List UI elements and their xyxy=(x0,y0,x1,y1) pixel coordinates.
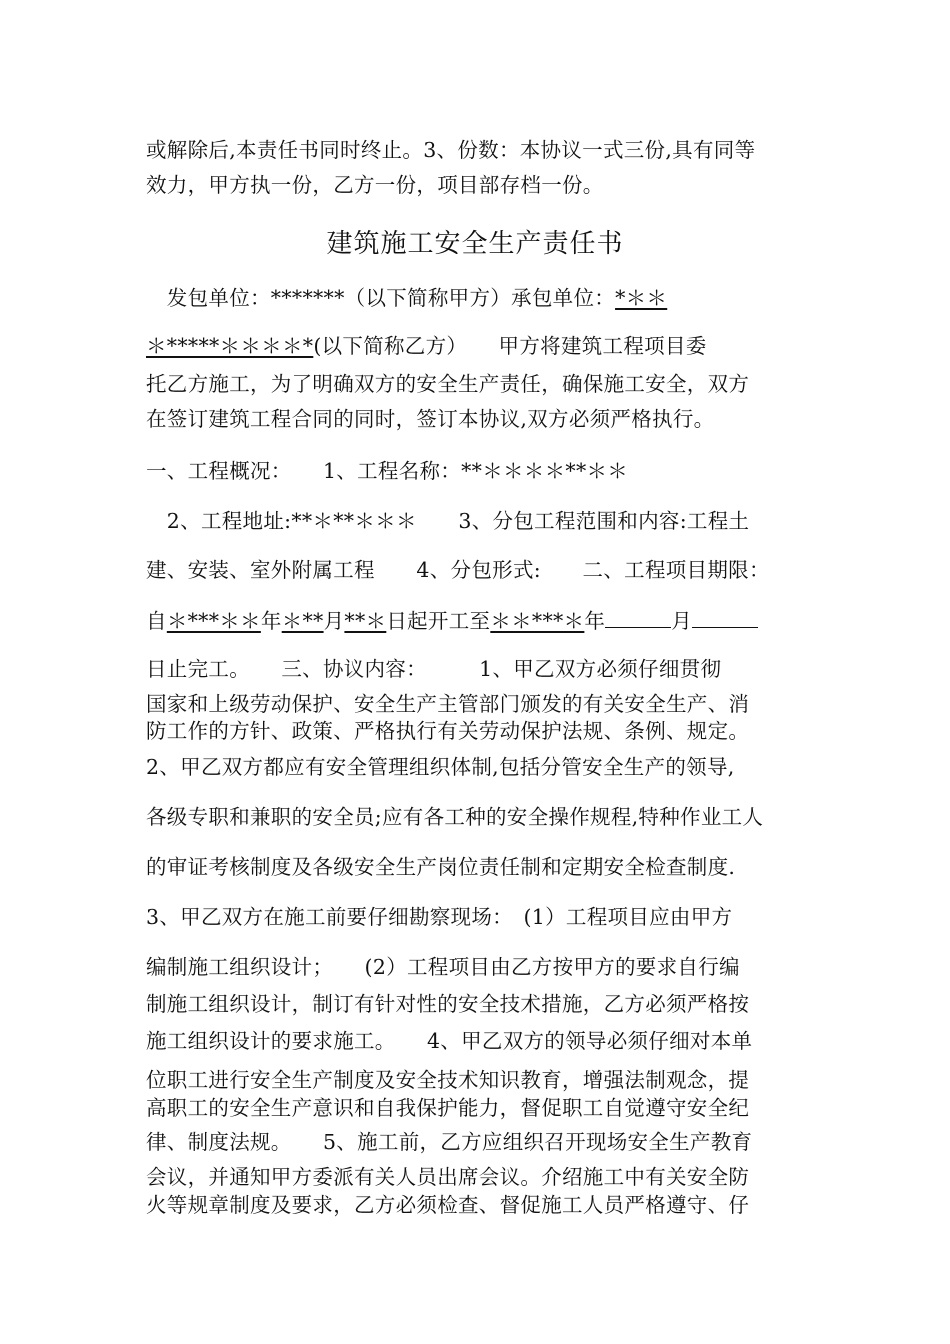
paragraph-line: 效力，甲方执一份，乙方一份，项目部存档一份。 xyxy=(146,173,604,197)
paragraph-line: 位职工进行安全生产制度及安全技术知识教育，增强法制观念，提 xyxy=(146,1068,750,1092)
paragraph-line: 在签订建筑工程合同的同时，签订本协议,双方必须严格执行。 xyxy=(146,407,715,431)
paragraph-line: 律、制度法规。 5、施工前，乙方应组织召开现场安全生产教育 xyxy=(146,1130,753,1154)
employer-label: 发包单位：*******（以下简称甲方）承包单位： xyxy=(146,286,616,310)
date-text: 日起开工至 xyxy=(386,609,491,633)
paragraph-line: 防工作的方针、政策、严格执行有关劳动保护法规、条例、规定。 xyxy=(146,719,750,743)
paragraph-line: 2、甲乙双方都应有安全管理组织体制,包括分管安全生产的领导, xyxy=(146,755,735,779)
scope-line: 建、安装、室外附属工程 4、分包形式: 二、工程项目期限： xyxy=(146,558,770,582)
paragraph-line: 的审证考核制度及各级安全生产岗位责任制和定期安全检查制度. xyxy=(146,855,736,879)
paragraph-line: 托乙方施工，为了明确双方的安全生产责任，确保施工安全，双方 xyxy=(146,372,750,396)
contractor-name-part2: ＊*****＊＊＊＊* xyxy=(146,334,314,358)
contractor-name-part1: *＊＊ xyxy=(615,286,668,310)
parties-text: (以下简称乙方） 甲方将建筑工程项目委 xyxy=(313,334,707,358)
end-month-blank xyxy=(605,607,671,628)
paragraph-line: 3、甲乙双方在施工前要仔细勘察现场： (1）工程项目应由甲方 xyxy=(146,905,733,929)
paragraph-line: 制施工组织设计，制订有针对性的安全技术措施，乙方必须严格按 xyxy=(146,992,750,1016)
parties-line-continued xyxy=(146,334,707,358)
document-title: 建筑施工安全生产责任书 xyxy=(326,229,624,259)
end-year-field: ＊＊***＊ xyxy=(490,609,585,633)
start-year-field: ＊***＊＊ xyxy=(166,609,261,633)
address-line: 2、工程地址:**＊**＊＊＊ 3、分包工程范围和内容:工程土 xyxy=(146,509,750,533)
paragraph-line: 或解除后,本责任书同时终止。3、份数：本协议一式三份,具有同等 xyxy=(146,138,756,162)
start-day-field: **＊ xyxy=(344,609,387,633)
paragraph-line: 高职工的安全生产意识和自我保护能力，督促职工自觉遵守安全纪 xyxy=(146,1096,750,1120)
start-month-field: ＊** xyxy=(281,609,324,633)
date-text: 月 xyxy=(323,609,345,633)
period-date-line xyxy=(146,607,758,631)
paragraph-line: 编制施工组织设计； (2）工程项目由乙方按甲方的要求自行编 xyxy=(146,955,740,979)
date-text: 自 xyxy=(146,609,167,633)
paragraph-line: 日止完工。 三、协议内容： 1、甲乙双方必须仔细贯彻 xyxy=(146,657,722,681)
date-text: 年 xyxy=(260,609,282,633)
section-overview-line: 一、工程概况： 1、工程名称：**＊＊＊＊**＊＊ xyxy=(146,459,629,483)
end-day-blank xyxy=(692,607,758,628)
parties-line xyxy=(146,286,667,310)
date-text: 年 xyxy=(584,609,606,633)
paragraph-line: 施工组织设计的要求施工。 4、甲乙双方的领导必须仔细对本单 xyxy=(146,1029,753,1053)
paragraph-line: 火等规章制度及要求，乙方必须检查、督促施工人员严格遵守、仔 xyxy=(146,1193,750,1217)
paragraph-line: 会议，并通知甲方委派有关人员出席会议。介绍施工中有关安全防 xyxy=(146,1165,750,1189)
paragraph-line: 国家和上级劳动保护、安全生产主管部门颁发的有关安全生产、消 xyxy=(146,692,750,716)
date-text: 月 xyxy=(671,609,692,633)
paragraph-line: 各级专职和兼职的安全员;应有各工种的安全操作规程,特种作业工人 xyxy=(146,805,764,829)
